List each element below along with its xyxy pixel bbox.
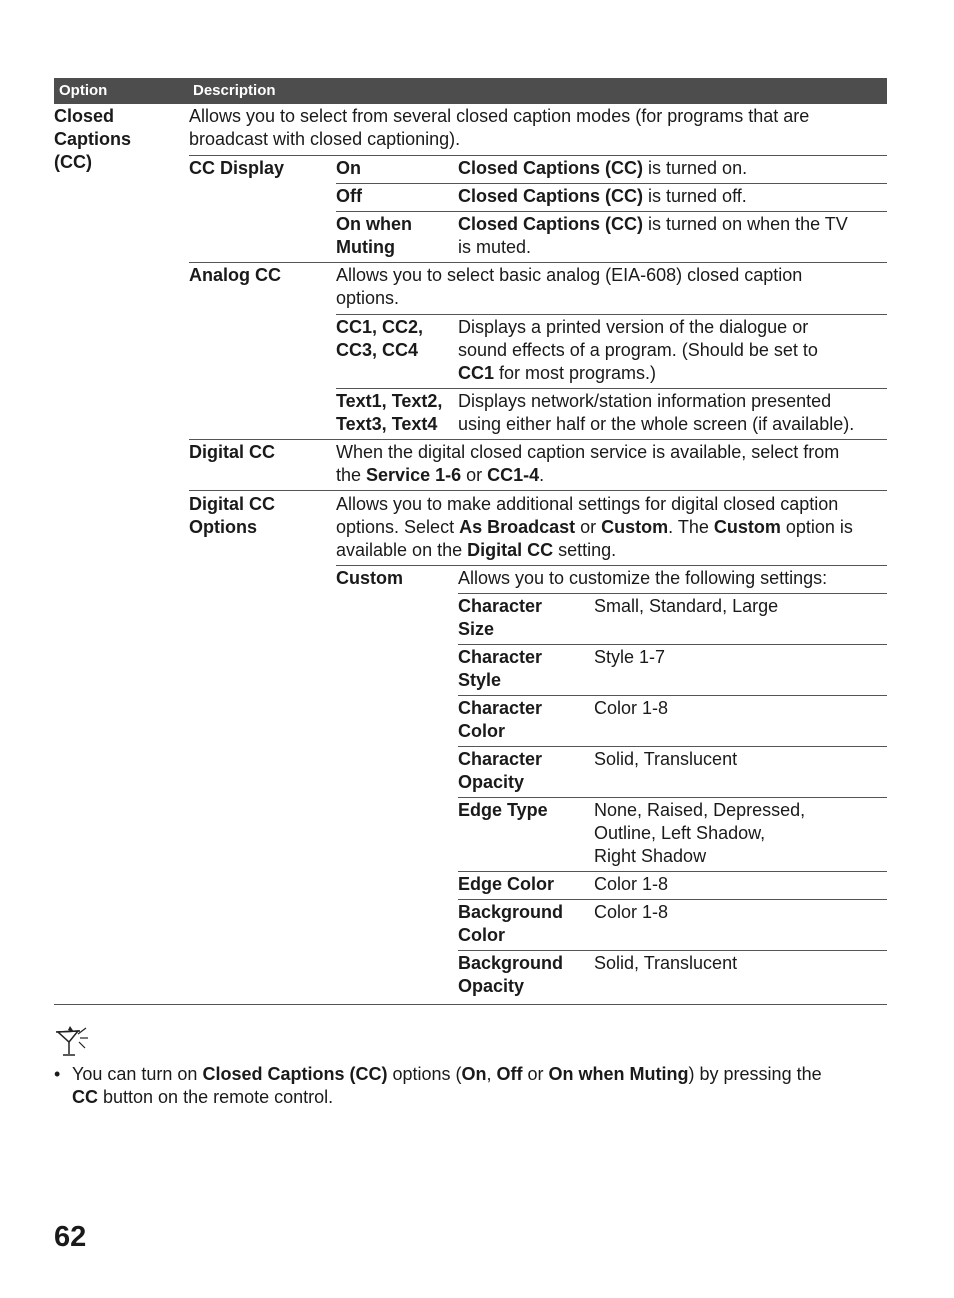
digital-cc-label: Digital CC (189, 442, 276, 462)
setting-label: Background Color (458, 902, 564, 945)
analog-cc-desc: Allows you to select basic analog (EIA-608) closed caption options. (336, 265, 803, 308)
divider (458, 746, 887, 747)
cc-display-label: CC Display (189, 158, 285, 178)
header-description: Description (193, 82, 276, 99)
divider (336, 565, 887, 566)
setting-value: None, Raised, Depressed, Outline, Left Shadow, Right Shadow (594, 800, 806, 866)
hint-icon (52, 1024, 92, 1058)
digital-cc-options-label: Digital CC Options (189, 494, 276, 537)
analog-cc-text-desc: Displays network/station information presented using either half or the whole screen (if available). (458, 391, 855, 434)
setting-label: Edge Type (458, 800, 548, 820)
analog-cc-text-label: Text1, Text2, Text3, Text4 (336, 391, 443, 434)
setting-label: Character Opacity (458, 749, 543, 792)
cc-display-muting-label: On when Muting (336, 214, 412, 257)
cc-display-off-desc: Closed Captions (CC) is turned off. (458, 186, 747, 206)
intro-description: Allows you to select from several closed caption modes (for programs that are broadcast with closed captioning). (189, 106, 810, 149)
custom-desc: Allows you to customize the following settings: (458, 568, 828, 588)
divider (458, 593, 887, 594)
divider (189, 155, 887, 156)
digital-cc-desc: When the digital closed caption service is available, select from the Service 1-6 or CC1-4. (336, 442, 840, 485)
setting-label: Edge Color (458, 874, 555, 894)
divider (336, 211, 887, 212)
cc-display-on-desc: Closed Captions (CC) is turned on. (458, 158, 748, 178)
divider (458, 644, 887, 645)
custom-label: Custom (336, 568, 403, 588)
analog-cc-cc-label: CC1, CC2, CC3, CC4 (336, 317, 424, 360)
analog-cc-cc-desc: Displays a printed version of the dialogue or sound effects of a program. (Should be set to CC1 for most programs.) (458, 317, 818, 383)
setting-label: Character Size (458, 596, 543, 639)
analog-cc-label: Analog CC (189, 265, 281, 285)
divider (458, 797, 887, 798)
setting-label: Character Style (458, 647, 543, 690)
divider (458, 950, 887, 951)
setting-value: Small, Standard, Large (594, 596, 779, 616)
divider (458, 871, 887, 872)
digital-cc-options-desc: Allows you to make additional settings for digital closed caption options. Select As Broadcast or Custom. The Custom option is available on the Digital CC setting. (336, 494, 853, 560)
setting-label: Character Color (458, 698, 543, 741)
setting-value: Style 1-7 (594, 647, 666, 667)
tip-text: You can turn on Closed Captions (CC) options (On, Off or On when Muting) by pressing the CC button on the remote control. (72, 1064, 822, 1107)
divider (458, 695, 887, 696)
page-number: 62 (54, 1221, 87, 1253)
divider (189, 439, 887, 440)
tip-bullet: • (54, 1064, 61, 1084)
divider (336, 388, 887, 389)
setting-label: Background Opacity (458, 953, 564, 996)
divider (336, 314, 887, 315)
divider (189, 262, 887, 263)
cc-display-muting-desc: Closed Captions (CC) is turned on when the TV is muted. (458, 214, 848, 257)
setting-value: Solid, Translucent (594, 749, 738, 769)
setting-value: Color 1-8 (594, 902, 669, 922)
divider (189, 490, 887, 491)
setting-value: Color 1-8 (594, 698, 669, 718)
cc-display-on-label: On (336, 158, 361, 178)
divider (336, 183, 887, 184)
setting-value: Solid, Translucent (594, 953, 738, 973)
cc-display-off-label: Off (336, 186, 362, 206)
table-bottom-rule (54, 1004, 887, 1005)
table-header (54, 78, 887, 104)
header-option: Option (59, 82, 108, 99)
option-closed-captions: Closed Captions (CC) (54, 106, 132, 172)
setting-value: Color 1-8 (594, 874, 669, 894)
divider (458, 899, 887, 900)
